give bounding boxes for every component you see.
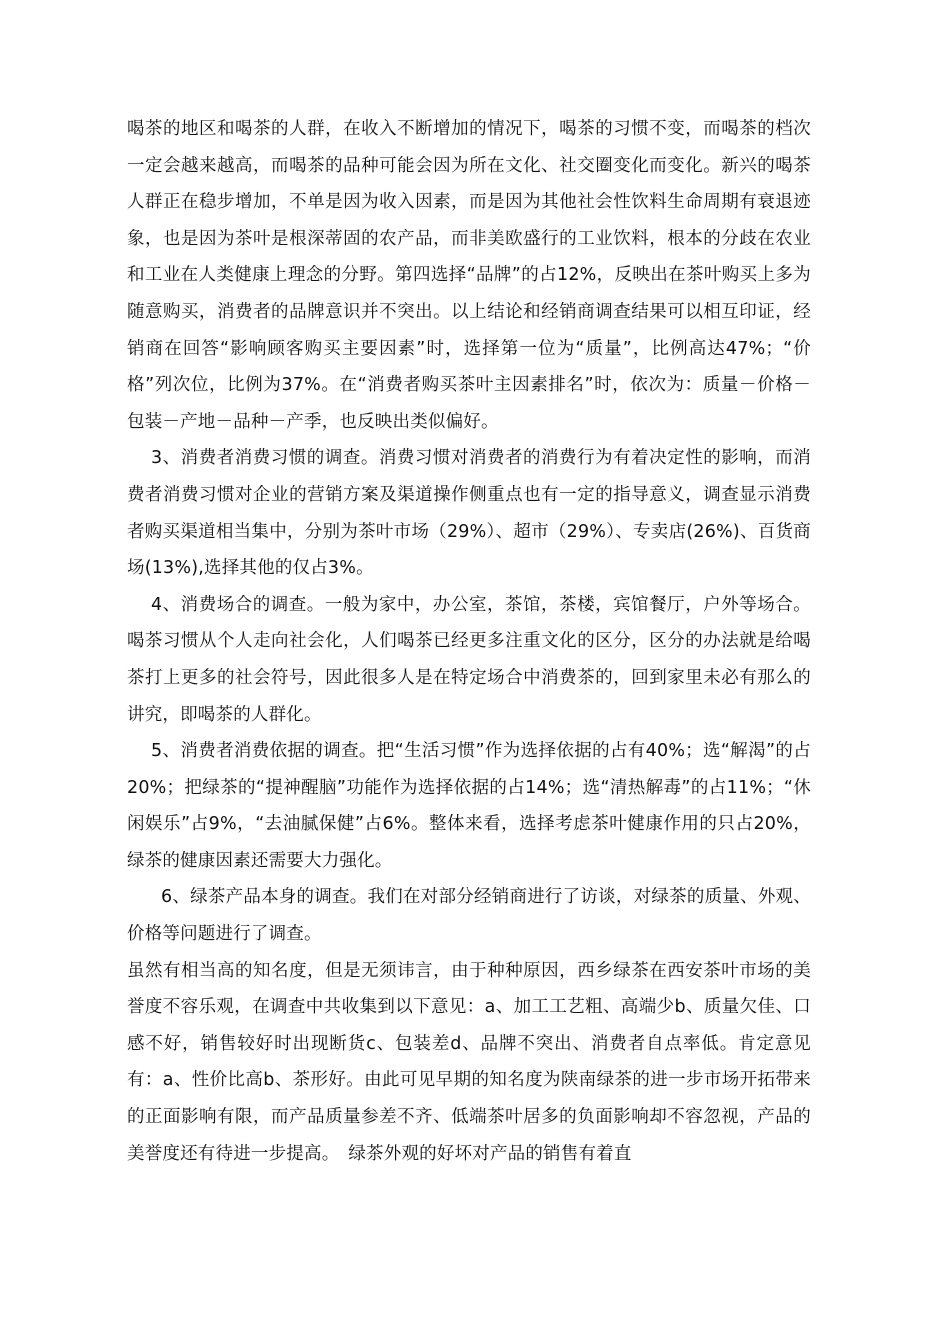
paragraph-consumption-habits: 3、消费者消费习惯的调查。消费习惯对消费者的消费行为有着决定性的影响，而消费者消费习惯对企业的营销方案及渠道操作侧重点也有一定的指导意义，调查显示消费者购买渠道相当集中，分别为茶叶市场（29%）、超市（29%）、专卖店(26%)、百货商场(13%),选择其他的仅占3%。 [127,448,811,579]
document-body [127,111,811,1172]
paragraph-tea-drinking-trends: 喝茶的地区和喝茶的人群，在收入不断增加的情况下，喝茶的习惯不变，而喝茶的档次一定会越来越高，而喝茶的品种可能会因为所在文化、社交圈变化而变化。新兴的喝茶人群正在稳步增加，不单是因为收入因素，而是因为其他社会性饮料生命周期有衰退迹象，也是因为茶叶是根深蒂固的农产品，而非美欧盛行的工业饮料，根本的分歧在农业和工业在人类健康上理念的分野。第四选择“品牌”的占12%，反映出在茶叶购买上多为随意购买，消费者的品牌意识并不突出。以上结论和经销商调查结果可以相互印证，经销商在回答“影响顾客购买主要因素”时，选择第一位为“质量”，比例高达47%；“价格”列次位，比例为37%。在“消费者购买茶叶主因素排名”时，依次为：质量－价格－包装－产地－品种－产季，也反映出类似偏好。 [127,119,811,432]
paragraph-product-survey: 6、绿茶产品本身的调查。我们在对部分经销商进行了访谈，对绿茶的质量、外观、价格等问题进行了调查。 [127,887,811,945]
paragraph-reputation-feedback: 虽然有相当高的知名度，但是无须讳言，由于种种原因，西乡绿茶在西安茶叶市场的美誉度不容乐观，在调查中共收集到以下意见：a、加工工艺粗、高端少b、质量欠佳、口感不好，销售较好时出现断货c、包装差d、品牌不突出、消费者自点率低。肯定意见有：a、性价比高b、茶形好。由此可见早期的知名度为陕南绿茶的进一步市场开拓带来的正面影响有限，而产品质量参差不齐、低端茶叶居多的负面影响却不容忽视，产品的美誉度还有待进一步提高。 绿茶外观的好坏对产品的销售有着直 [127,960,811,1164]
paragraph-consumption-occasions: 4、消费场合的调查。一般为家中，办公室，茶馆，茶楼，宾馆餐厅，户外等场合。喝茶习惯从个人走向社会化，人们喝茶已经更多注重文化的区分，区分的办法就是给喝茶打上更多的社会符号，因此很多人是在特定场合中消费茶的，回到家里未必有那么的讲究，即喝茶的人群化。 [127,594,811,725]
paragraph-consumption-basis: 5、消费者消费依据的调查。把“生活习惯”作为选择依据的占有40%；选“解渴”的占20%；把绿茶的“提神醒脑”功能作为选择依据的占14%；选“清热解毒”的占11%；“休闲娱乐”占9%，“去油腻保健”占6%。整体来看，选择考虑茶叶健康作用的只占20%，绿茶的健康因素还需要大力强化。 [127,741,811,871]
